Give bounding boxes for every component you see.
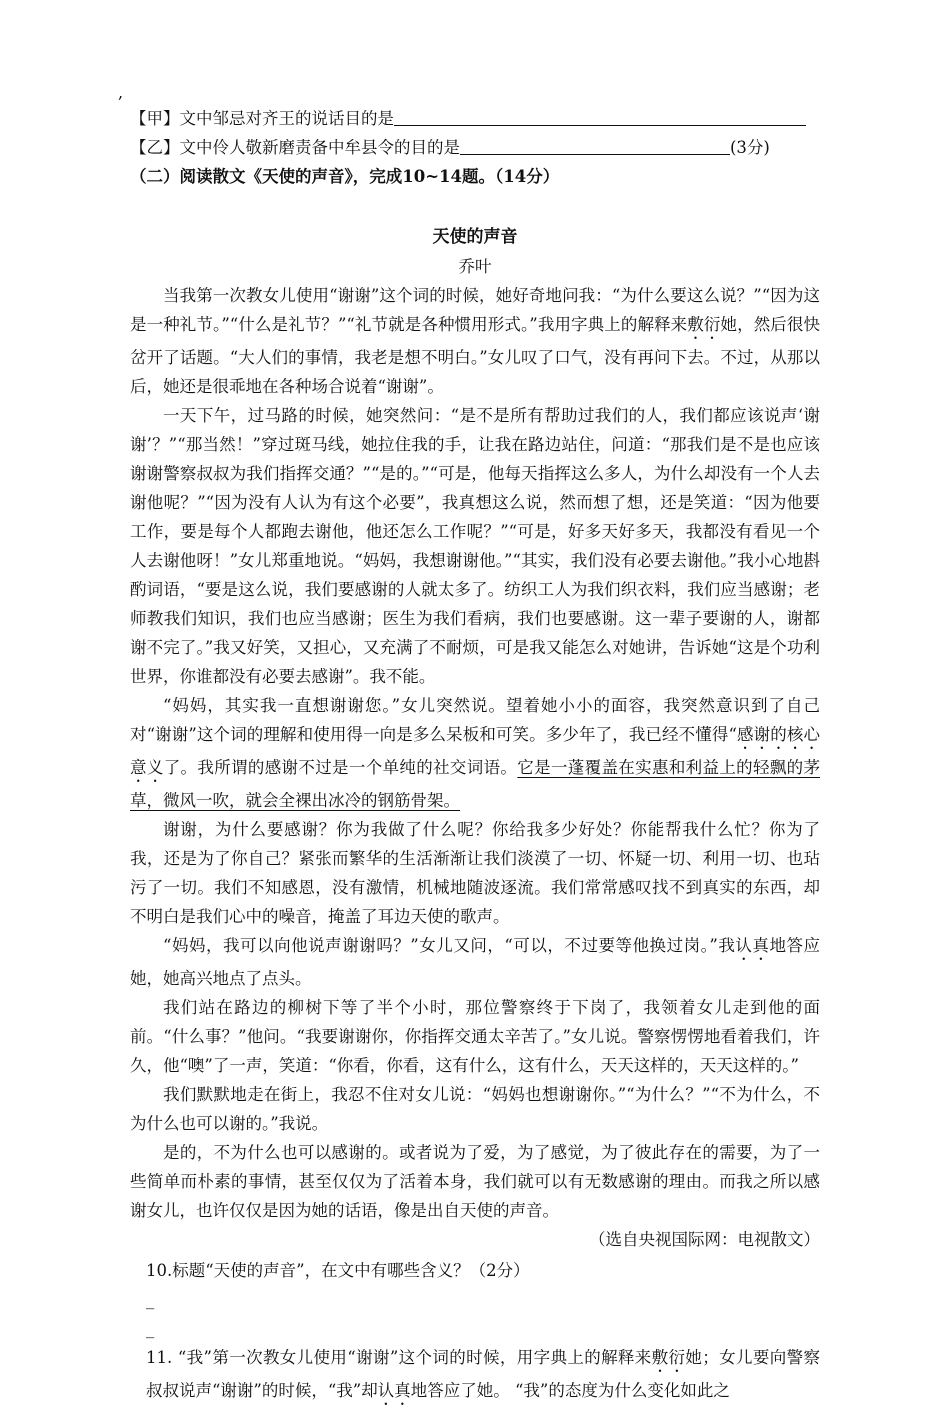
section-heading: （二）阅读散文《天使的声音》，完成10~14题。（14分） <box>130 167 560 186</box>
emphasis-renzhen: 认真 <box>735 936 770 955</box>
top-mark: , <box>118 83 124 102</box>
document-page <box>130 78 820 1409</box>
paragraph-1-text: 当我第一次教女儿使用“谢谢”这个词的时候，她好奇地问我：“为什么要这么说？”“因为这是一种礼节。”“什么是礼节？”“礼节就是各种惯用形式。”我用字典上的解释来 <box>130 286 820 334</box>
underlined-sentence: 它是一蓬覆盖在实惠和利益上的轻飘的茅草，微风一吹，就会全裸出冰冷的钢筋骨架。 <box>130 758 821 810</box>
paragraph-5-rest: 地答应她，她高兴地点了点头。 <box>130 936 821 988</box>
question-yi-score: (3分) <box>730 138 770 157</box>
paragraph-3-mid: 了。我所谓的感谢不过是一个单纯的社交词语。 <box>163 758 518 777</box>
emphasis-fuyan: 敷衍 <box>687 315 721 334</box>
paragraph-1 <box>130 281 820 401</box>
paragraph-3-text: “妈妈，其实我一直想谢谢您。”女儿突然说。望着她小小的面容，我突然意识到了自己对“谢谢”这个词的理解和使用得一向是多么呆板和可笑。多少年了，我已经不懂得“ <box>130 696 820 744</box>
question-jia <box>130 104 820 133</box>
paragraph-6: 我们站在路边的柳树下等了半个小时，那位警察终于下岗了，我领着女儿走到他的面前。“什么事？”他问。“我要谢谢你，你指挥交通太辛苦了。”女儿说。警察愣愣地看着我们，许久，他“噢”了一声，笑道：“你看，你看，这有什么，这有什么，天天这样的，天天这样的。” <box>130 998 820 1075</box>
answer-line-1[interactable]: _ <box>146 1290 155 1309</box>
question-jia-label: 【甲】文中邹忌对齐王的说话目的是 <box>130 109 394 128</box>
article-title: 天使的声音 <box>432 227 518 247</box>
paragraph-5 <box>130 931 820 993</box>
emphasis-fuyan-q11: 敷衍 <box>651 1348 686 1367</box>
question-11 <box>146 1343 820 1409</box>
paragraph-7: 我们默默地走在街上，我忍不住对女儿说：“妈妈也想谢谢你。”“为什么？”“不为什么，不为什么也可以谢的。”我说。 <box>130 1085 820 1133</box>
article-author: 乔叶 <box>458 257 492 276</box>
paragraph-1-rest: 她，然后很快岔开了话题。“大人们的事情，我老是想不明白。”女儿叹了口气，没有再问下去。不过，从那以后，她还是很乖地在各种场合说着“谢谢”。 <box>130 315 821 396</box>
article-source: （选自央视国际网：电视散文） <box>589 1230 820 1249</box>
paragraph-4: 谢谢，为什么要感谢？你为我做了什么呢？你给我多少好处？你能帮我什么忙？你为了我，还是为了你自己？紧张而繁华的生活渐渐让我们淡漠了一切、怀疑一切、利用一切、也玷污了一切。我们不知感恩，没有激情，机械地随波逐流。我们常常感叹找不到真实的东西，却不明白是我们心中的噪音，掩盖了耳边天使的歌声。 <box>130 820 820 926</box>
answer-line-2[interactable]: _ <box>146 1319 155 1338</box>
answer-blank-jia[interactable] <box>394 107 806 126</box>
emphasis-ganxie-core: 感谢的核心意义 <box>130 725 820 777</box>
question-yi-label: 【乙】文中伶人敬新磨责备中牟县令的目的是 <box>130 138 460 157</box>
paragraph-2: 一天下午，过马路的时候，她突然问：“是不是所有帮助过我们的人，我们都应该说声‘谢谢’？”“那当然！”穿过斑马线，她拉住我的手，让我在路边站住，问道：“那我们是不是也应该谢谢警察叔叔为我们指挥交通？”“是的。”“可是，他每天指挥这么多人，为什么却没有一个人去谢他呢？”“因为没有人认为有这个必要”，我真想这么说，然而想了想，还是笑道：“因为他要工作，要是每个人都跑去谢他，他还怎么工作呢？”“可是，好多天好多天，我都没有看见一个人去谢他呀！”女儿郑重地说。“妈妈，我想谢谢他。”“其实，我们没有必要去谢他。”我小心地斟酌词语，“要是这么说，我们要感谢的人就太多了。纺织工人为我们织衣料，我们应当感谢；老师教我们知识，我们也应当感谢；医生为我们看病，我们也要感谢。这一辈子要谢的人，谢都谢不完了。”我又好笑，又担心，又充满了不耐烦，可是我又能怎么对她讲，告诉她“这是个功利世界，你谁都没有必要去感谢”。我不能。 <box>130 406 820 686</box>
question-11-text: 11. “我”第一次教女儿使用“谢谢”这个词的时候，用字典上的解释来 <box>146 1348 652 1367</box>
paragraph-5-text: “妈妈，我可以向他说声谢谢吗？”女儿又问，“可以，不过要等他换过岗。”我 <box>163 936 736 955</box>
paragraph-3 <box>130 691 820 815</box>
paragraph-8: 是的，不为什么也可以感谢的。或者说为了爱，为了感觉，为了彼此存在的需要，为了一些简单而朴素的事情，甚至仅仅为了活着本身，我们就可以有无数感谢的理由。而我之所以感谢女儿，也许仅仅是因为她的话语，像是出自天使的声音。 <box>130 1143 820 1220</box>
question-11-mid: 她；女儿要向警察叔叔说声“谢谢”的时候，“我”却 <box>146 1348 821 1400</box>
question-yi <box>130 133 820 162</box>
question-10: 10.标题“天使的声音”，在文中有哪些含义？（2分） <box>146 1261 530 1280</box>
answer-blank-yi[interactable] <box>460 136 730 155</box>
emphasis-renzhen-q11: 认真 <box>377 1381 411 1400</box>
question-11-rest: 地答应了她。 “我”的态度为什么变化如此之 <box>410 1381 730 1400</box>
